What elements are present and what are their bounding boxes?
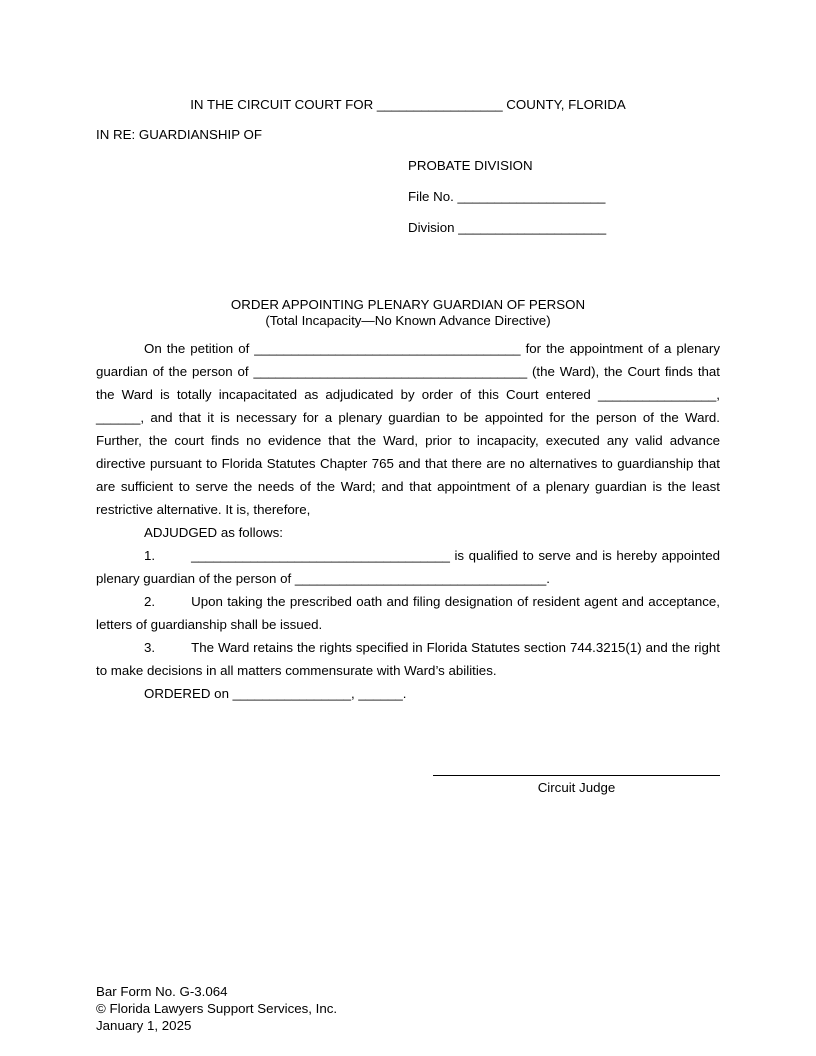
- division-block: [408, 158, 720, 236]
- order-item-3: [96, 636, 720, 682]
- opening-paragraph: On the petition of ____________________________________ for the appointment of a plenary guardian of the person of _____________________________________ (the Ward), the Court finds that the Ward is totally incapacitated as adjudicated by order of this Court entered ________________, ______, and that it is necessary for a plenary guardian to be appointed for the person of the Ward. Further, the court finds no evidence that the Ward, prior to incapacity, executed any valid advance directive pursuant to Florida Statutes Chapter 765 and that there are no alternatives to guardianship that are sufficient to serve the needs of the Ward; and that appointment of a plenary guardian is the least restrictive alternative. It is, therefore,: [96, 341, 720, 517]
- item-2-number: 2.: [144, 594, 156, 609]
- order-item-1: [96, 544, 720, 590]
- adjudged-line: ADJUDGED as follows:: [144, 525, 283, 540]
- file-number-line: File No. ____________________: [408, 189, 606, 204]
- court-header: IN THE CIRCUIT COURT FOR _________________ COUNTY, FLORIDA: [190, 97, 626, 112]
- item-1-text: ___________________________________ is qualified to serve and is hereby appointed plenary guardian of the person of __________________________________.: [96, 548, 720, 586]
- probate-division-label: PROBATE DIVISION: [408, 158, 533, 173]
- item-1-number: 1.: [144, 548, 156, 563]
- case-caption: IN RE: GUARDIANSHIP OF: [96, 127, 262, 142]
- item-2-text: Upon taking the prescribed oath and filing designation of resident agent and acceptance, letters of guardianship shall be issued.: [96, 594, 720, 632]
- order-title: ORDER APPOINTING PLENARY GUARDIAN OF PERSON: [230, 297, 586, 312]
- order-body: [96, 337, 720, 705]
- division-line: Division ____________________: [408, 220, 607, 235]
- order-subtitle: (Total Incapacity—No Known Advance Directive): [265, 313, 551, 328]
- circuit-judge-label: Circuit Judge: [537, 780, 616, 795]
- item-3-number: 3.: [144, 640, 156, 655]
- order-title-block: [96, 297, 720, 329]
- footer-form-number: Bar Form No. G-3.064: [96, 984, 228, 999]
- footer-copyright: © Florida Lawyers Support Services, Inc.: [96, 1001, 338, 1016]
- order-item-2: [96, 590, 720, 636]
- footer-date: January 1, 2025: [96, 1018, 192, 1033]
- footer: [96, 983, 337, 1034]
- item-3-text: The Ward retains the rights specified in Florida Statutes section 744.3215(1) and the right to make decisions in all matters commensurate with Ward’s abilities.: [96, 640, 720, 678]
- ordered-date-line: ORDERED on ________________, ______.: [144, 686, 407, 701]
- signature-block: [433, 775, 720, 796]
- signature-line: [433, 775, 720, 776]
